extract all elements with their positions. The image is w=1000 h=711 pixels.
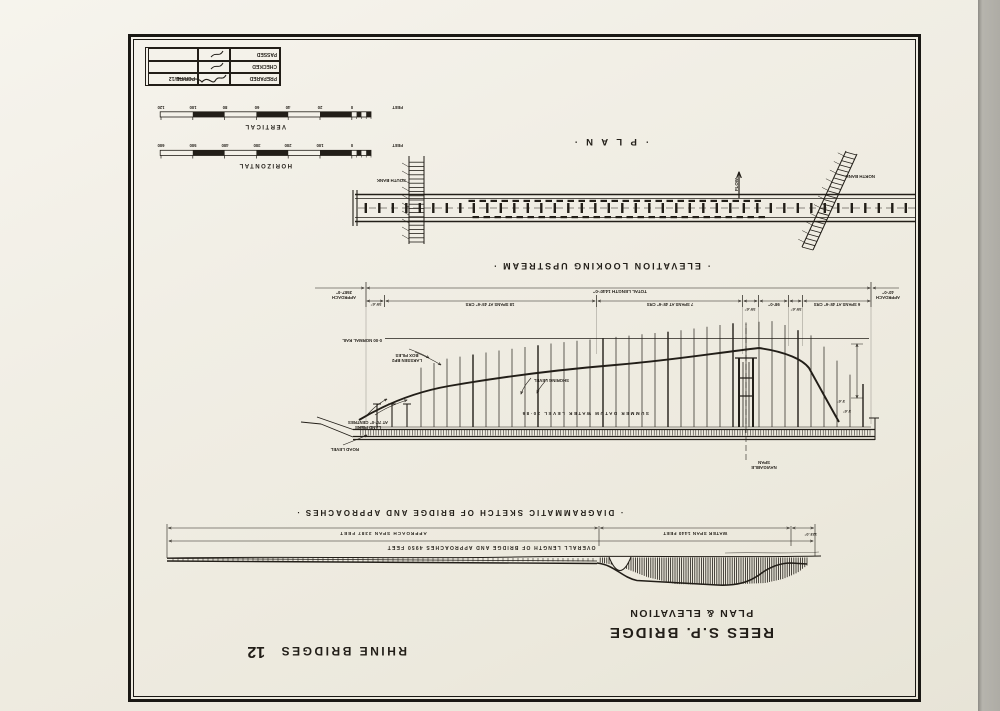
signature-cell-passed (198, 48, 230, 60)
approach-south-word: APPROACH (332, 295, 356, 300)
elevation-title: · ELEVATION LOOKING UPSTREAM · (491, 261, 711, 271)
v-tick-2: 40 (285, 105, 291, 110)
sheet-border-frame (128, 34, 921, 702)
road-level-label: ROAD LEVEL (330, 447, 359, 453)
plan-linework (353, 151, 915, 250)
h-tick-2: 200 (284, 143, 292, 149)
elevation-approach-south (317, 289, 371, 299)
h-tick-4: 400 (221, 143, 229, 149)
title-block-label-checked: CHECKED (230, 61, 280, 73)
v-tick-4: 80 (222, 105, 228, 110)
approach-north-word: APPROACH (876, 295, 900, 300)
span-segment-1: 6 SPANS AT 45'-6" CRS (813, 302, 861, 308)
title-block-empty-1 (148, 61, 198, 73)
h-tick-5: 500 (189, 143, 197, 149)
h-tick-1: 100 (316, 143, 324, 149)
h-tick-0: 0 (350, 143, 354, 149)
sketch-approach-span-dim: APPROACH SPAN 3387 FEET (339, 531, 427, 537)
photo-background-edge (978, 0, 1000, 711)
vertical-scale-unit: FEET (392, 105, 403, 110)
approach-south-dim: 3587'-0" (335, 290, 353, 296)
sheet-number: 12 (247, 643, 266, 660)
h-tick-6: 600 (157, 143, 165, 149)
signature-cell-prepared (198, 73, 230, 85)
sketch-title: · DIAGRAMMATIC SKETCH OF BRIDGE AND APPROACHES · (294, 508, 624, 517)
datum-label: 0·00 NORMAL RAIL (342, 338, 382, 344)
plan-title: · P L A N · (571, 136, 649, 147)
land-piers-line-2: AT 70'-0" CENTRES (348, 420, 388, 426)
span-segment-3: 98'-0" (768, 302, 780, 308)
title-block-label-passed: PASSED (230, 48, 280, 60)
span-segment-6: 18 SPANS AT 45'-6" CRS (465, 302, 515, 308)
v-tick-0: 0 (350, 105, 354, 110)
larssen-piles-label (383, 352, 431, 362)
v-tick-6: 120 (157, 105, 165, 110)
series-title: RHINE BRIDGES (279, 644, 407, 658)
signature-cell-checked (198, 61, 230, 73)
north-bank-label: NORTH BANK (845, 174, 875, 179)
horizontal-scale-unit: FEET (392, 143, 403, 149)
navigable-line-2: SPAN (758, 459, 770, 465)
drawing-subtitle: PLAN & ELEVATION (628, 607, 754, 619)
small-dim-2: 3'-6" (836, 399, 845, 403)
land-piers-line-1: LAND PIERS (354, 425, 382, 430)
title-block-label-prepared: PREPARED (230, 73, 280, 85)
scale-bars (160, 112, 371, 159)
shoring-level-label: SHORING LEVEL (533, 378, 569, 383)
vertical-scale-label: VERTICAL (244, 123, 286, 130)
south-bank-label: SOUTH BANK (376, 178, 406, 183)
land-piers-label (337, 419, 399, 429)
navigable-line-1: NAVIGABLE (751, 465, 777, 470)
v-tick-3: 60 (254, 105, 260, 110)
sketch-water-span-dim: WATER SPAN 1440 FEET (662, 531, 728, 537)
span-segment-4: 35'-6" (744, 307, 756, 313)
drawing-content (134, 40, 915, 696)
larssen-line-1: LARSSEN BP2 (391, 358, 423, 363)
v-tick-5: 100 (189, 105, 197, 110)
v-tick-1: 20 (317, 105, 323, 110)
span-segment-5: 7 SPANS AT 45'-6" CRS (646, 302, 694, 308)
sketch-end-dim: 123'-0" (804, 532, 817, 536)
approach-north-dim: 40'-0" (882, 290, 894, 296)
navigable-span-label (739, 460, 789, 470)
larssen-line-2: BOX PILES (395, 353, 419, 359)
span-segment-7: 35'-6" (370, 302, 382, 308)
sheet-border-inner (133, 39, 916, 697)
series-header (187, 642, 407, 660)
flow-label: FLOW (734, 178, 739, 191)
h-tick-3: 300 (253, 143, 261, 149)
span-segment-2: 35'-6" (790, 307, 802, 313)
small-dim-1: 3'-6" (842, 409, 851, 413)
title-block-empty-2 (148, 48, 198, 60)
drawing-title: REES S.P. BRIDGE (608, 624, 774, 641)
checked-signature-mark (197, 60, 229, 72)
elevation-total-dim: TOTAL LENGTH 1440'-0" (593, 289, 647, 295)
title-block (145, 47, 281, 86)
water-level-label: SUMMER DATUM WATER LEVEL 30·86 (521, 411, 649, 416)
sketch-overall-dim: OVERALL LENGTH OF BRIDGE AND APPROACHES 4950 FEET (386, 544, 596, 551)
title-block-reference: PCR/RB/12 (148, 73, 198, 85)
passed-signature-mark (197, 48, 229, 60)
horizontal-scale-label: HORIZONTAL (238, 162, 292, 168)
elevation-approach-north (871, 289, 905, 299)
